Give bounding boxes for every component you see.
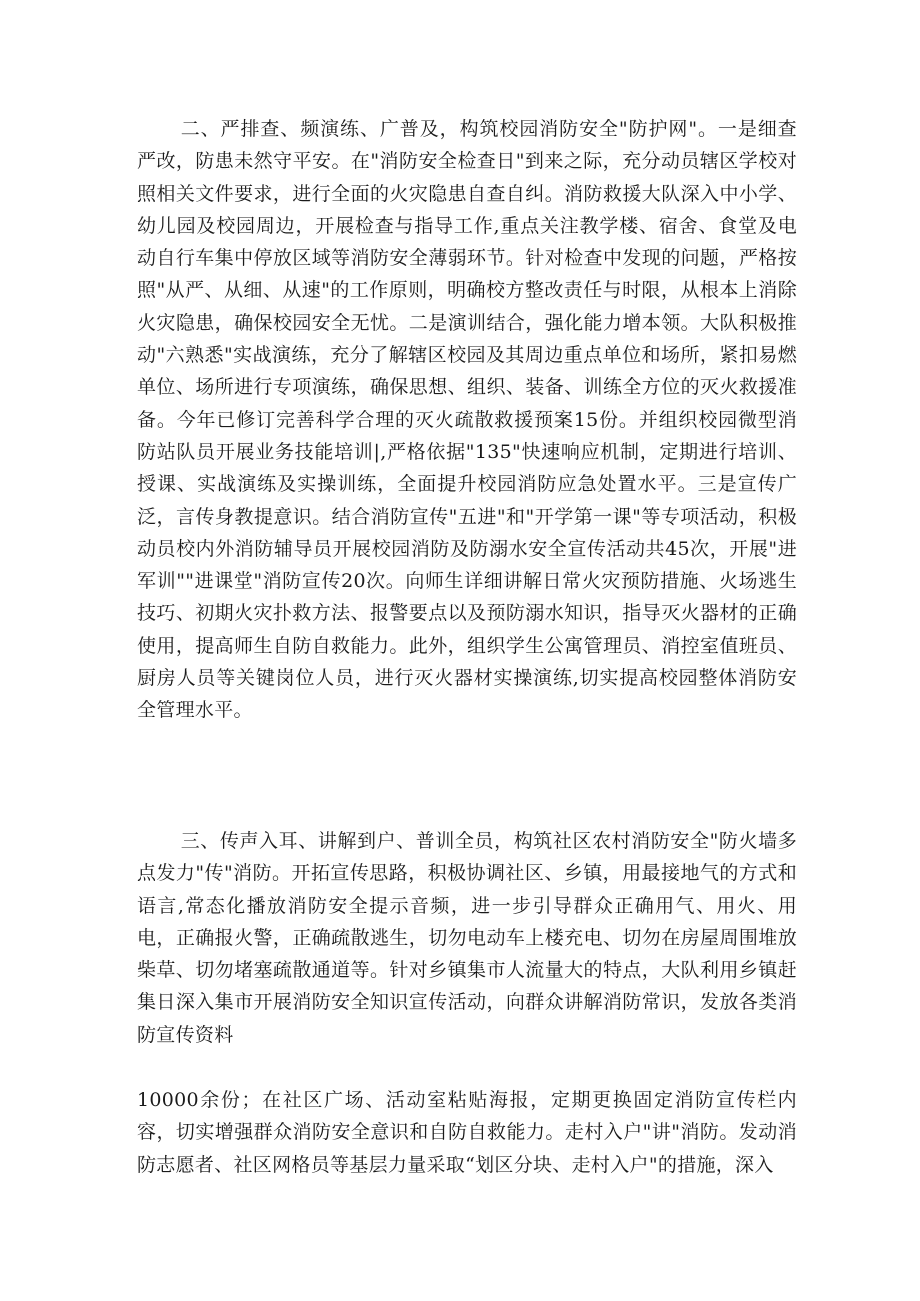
paragraph-community-fire-safety: 三、传声入耳、讲解到户、普训全员，构筑社区农村消防安全"防火墙多点发力"传"消防。开拓宣传思路，积极协调社区、乡镇，用最接地气的方式和语言,常态化播放消防安全提示音频，进一步引导群众正确用气、用火、用电，正确报火警，正确疏散逃生，切勿电动车上楼充电、切勿在房屋周围堆放柴草、切勿堵塞疏散通道等。针对乡镇集市人流量大的特点，大队利用乡镇赶集日深入集市开展消防安全知识宣传活动，向群众讲解消防常识，发放各类消防宣传资料 bbox=[137, 830, 797, 1046]
paragraph-continuation: 10000余份；在社区广场、活动室粘贴海报，定期更换固定消防宣传栏内容，切实增强群众消防安全意识和自防自救能力。走村入户"讲"消防。发动消防志愿者、社区网格员等基层力量采取“划区分块、走村入户"的措施，深入 bbox=[137, 1089, 797, 1176]
paragraph-campus-fire-safety: 二、严排查、频演练、广普及，构筑校园消防安全"防护网"。一是细查严改，防患未然守平安。在"消防安全检查日"到来之际，充分动员辖区学校对照相关文件要求，进行全面的火灾隐患自查自纠。消防救援大队深入中小学、幼儿园及校园周边，开展检查与指导工作,重点关注教学楼、宿舍、食堂及电动自行车集中停放区域等消防安全薄弱环节。针对检查中发现的问题，严格按照"从严、从细、从速"的工作原则，明确校方整改责任与时限，从根本上消除火灾隐患，确保校园安全无忧。二是演训结合，强化能力增本领。大队积极推动"六熟悉"实战演练，充分了解辖区校园及其周边重点单位和场所，紧扣易燃单位、场所进行专项演练，确保思想、组织、装备、训练全方位的灭火救援准备。今年已修订完善科学合理的灭火疏散救援预案15份。并组织校园微型消防站队员开展业务技能培训|,严格依据"135"快速响应机制，定期进行培训、授课、实战演练及实操训练，全面提升校园消防应急处置水平。三是宣传广泛，言传身教提意识。结合消防宣传"五进"和"开学第一课"等专项活动，积极动员校内外消防辅导员开展校园消防及防溺水安全宣传活动共45次，开展"进军训""进课堂"消防宣传20次。向师生详细讲解日常火灾预防措施、火场逃生技巧、初期火灾扑救方法、报警要点以及预防溺水知识，指导灭火器材的正确使用，提高师生自防自救能力。此外，组织学生公寓管理员、消控室值班员、厨房人员等关键岗位人员，进行灭火器材实操演练,切实提高校园整体消防安全管理水平。 bbox=[137, 118, 797, 722]
